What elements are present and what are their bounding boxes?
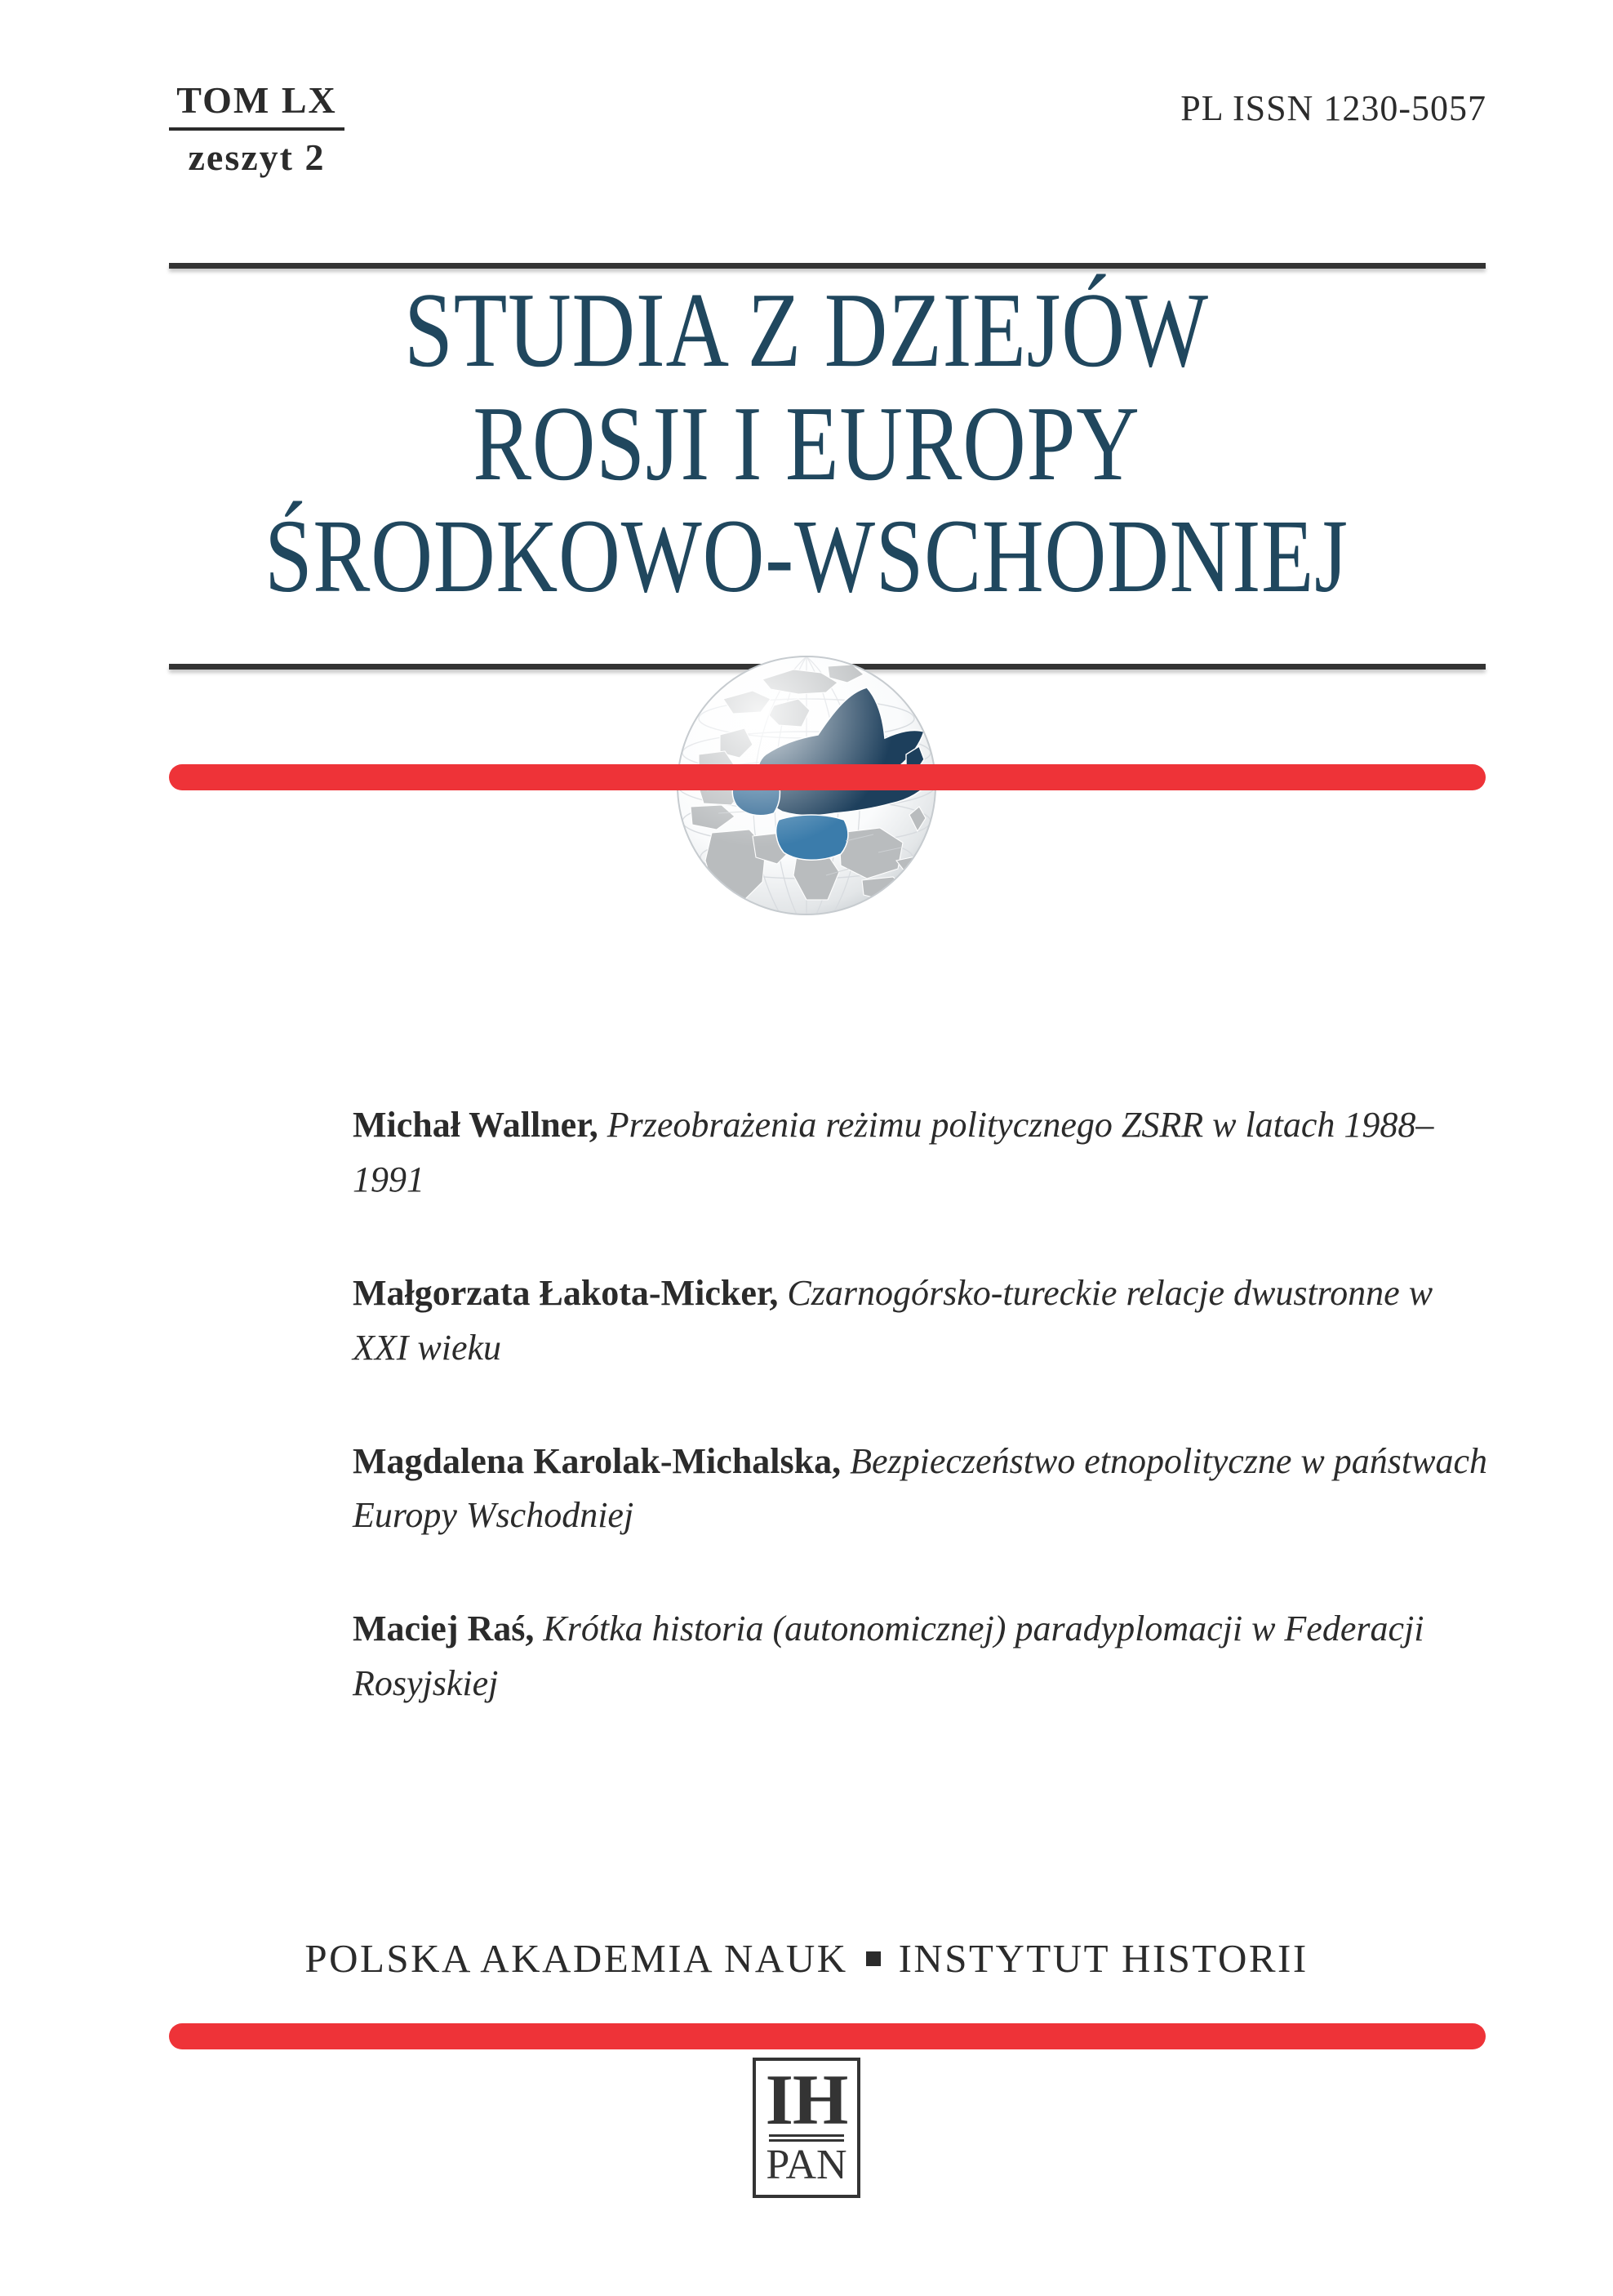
rule-above-title: [169, 263, 1486, 269]
title-line-3: ŚRODKOWO-WSCHODNIEJ: [264, 497, 1349, 614]
journal-title: [0, 271, 1613, 614]
entry-title: Przeobrażenia reżimu politycznego ZSRR w latach 1988–1991: [353, 1105, 1434, 1199]
logo-pan-text: PAN: [766, 2142, 847, 2189]
entry-author: Maciej Raś,: [353, 1609, 544, 1649]
ih-pan-logo: [753, 2058, 860, 2198]
entry-author: Michał Wallner,: [353, 1105, 607, 1145]
issn-label: PL ISSN 1230-5057: [1180, 88, 1486, 128]
bullet-separator-icon: [866, 1951, 881, 1966]
entry-author: Małgorzata Łakota-Micker,: [353, 1272, 788, 1313]
contents-entry: [353, 1435, 1495, 1544]
volume-issue-block: [169, 78, 344, 180]
red-accent-bar-bottom: [169, 2023, 1486, 2049]
volume-label: TOM LX: [176, 79, 337, 121]
logo-ih-text: IH: [765, 2061, 848, 2141]
contents-list: [353, 1098, 1495, 1711]
title-line-1: STUDIA Z DZIEJÓW: [404, 271, 1209, 389]
entry-title: Krótka historia (autonomicznej) paradyplomacji w Federacji Rosyjskiej: [353, 1609, 1424, 1704]
logo-divider: [769, 2134, 844, 2142]
contents-entry: [353, 1602, 1495, 1711]
red-accent-bar-top: [169, 764, 1486, 790]
publisher-institute: INSTYTUT HISTORII: [898, 1936, 1309, 1981]
publisher-line: [0, 1935, 1613, 1982]
volume-issue-divider: [169, 127, 344, 131]
entry-title: Czarnogórsko-tureckie relacje dwustronne w XXI wieku: [353, 1272, 1433, 1368]
contents-entry: [353, 1266, 1495, 1376]
publisher-academy: POLSKA AKADEMIA NAUK: [304, 1936, 848, 1981]
entry-author: Magdalena Karolak-Michalska,: [353, 1440, 851, 1481]
title-line-2: ROSJI I EUROPY: [473, 384, 1140, 503]
entry-title: Bezpieczeństwo etnopolityczne w państwach Europy Wschodniej: [353, 1440, 1487, 1536]
issue-label: zeszyt 2: [188, 136, 326, 179]
contents-entry: [353, 1098, 1495, 1208]
